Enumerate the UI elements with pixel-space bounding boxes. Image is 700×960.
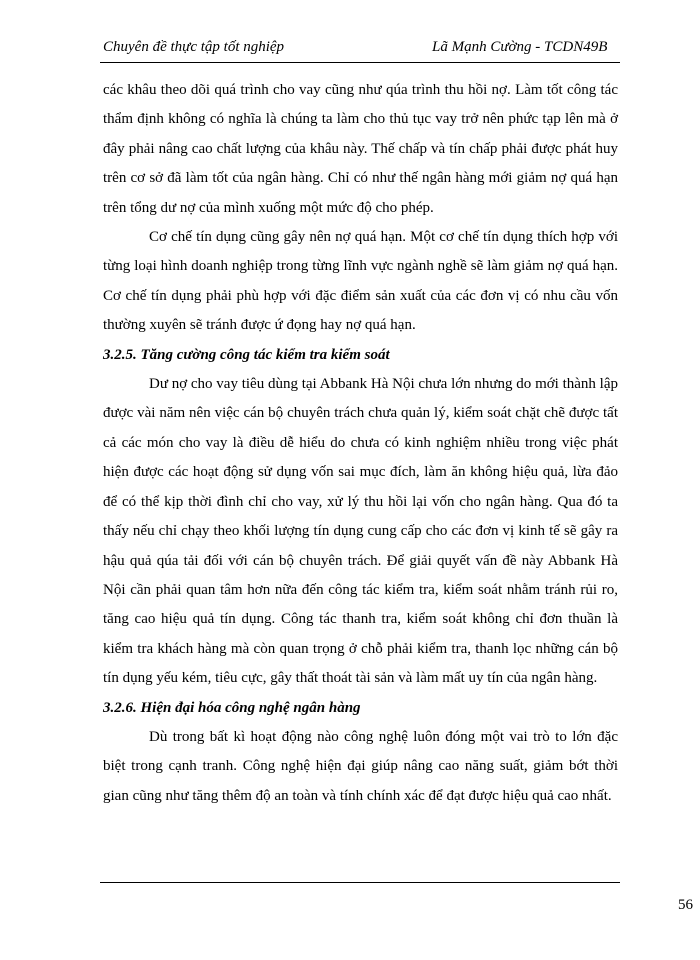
paragraph-3: Dư nợ cho vay tiêu dùng tại Abbank Hà Nội chưa lớn nhưng do mới thành lập được vài năm nên việc cán bộ chuyên trách chưa quản lý, kiểm soát chặt chẽ được tất cả các món cho vay là điều dễ hiểu do chưa có kinh nghiệm nhiều trong việc phát hiện được các hoạt động sử dụng vốn sai mục đích, làm ăn không hiệu quả, lừa đảo để có thể kịp thời đình chỉ cho vay, xử lý thu hồi lại vốn cho ngân hàng. Qua đó ta thấy nếu chỉ chạy theo khối lượng tín dụng cung cấp cho các đơn vị kinh tế sẽ gây ra hậu quả qúa tải đối với cán bộ chuyên trách. Để giải quyết vấn đề này Abbank Hà Nội cần phải quan tâm hơn nữa đến công tác kiểm tra, kiểm soát nhằm tránh rủi ro, tăng cao hiệu quả tín dụng. Công tác thanh tra, kiểm soát không chỉ đơn thuần là kiểm tra khách hàng mà còn quan trọng ở chỗ phải kiểm tra, thanh lọc những cán bộ tín dụng yếu kém, tiêu cực, gây thất thoát tài sản và làm mất uy tín của ngân hàng. xyxy=(103,376,618,687)
paragraph-1: các khâu theo dõi quá trình cho vay cũng như qúa trình thu hồi nợ. Làm tốt công tác thẩm định không có nghĩa là chúng ta làm cho thủ tục vay trở nên phức tạp lên mà ở đây phải nâng cao chất lượng của khâu này. Thế chấp và tín chấp phải được phát huy trên cơ sở đã làm tốt của ngân hàng. Chỉ có như thế ngân hàng mới giảm nợ quá hạn trên tổng dư nợ của mình xuống một mức độ cho phép. xyxy=(103,82,618,216)
paragraph-4: Dù trong bất kì hoạt động nào công nghệ luôn đóng một vai trò to lớn đặc biệt trong cạnh tranh. Công nghệ hiện đại giúp nâng cao năng suất, giảm bớt thời gian cũng như tăng thêm độ an toàn và tính chính xác để đạt được hiệu quả cao nhất. xyxy=(103,728,618,804)
section-heading-3-2-5: 3.2.5. Tăng cường công tác kiểm tra kiểm soát xyxy=(103,346,390,363)
footer-divider xyxy=(100,882,620,883)
paragraph-2: Cơ chế tín dụng cũng gây nên nợ quá hạn. Một cơ chế tín dụng thích hợp với từng loại hình doanh nghiệp trong từng lĩnh vực ngành nghề sẽ làm giảm nợ quá hạn. Cơ chế tín dụng phải phù hợp với đặc điểm sản xuất của các đơn vị có nhu cầu vốn thường xuyên sẽ tránh được ứ đọng hay nợ quá hạn. xyxy=(103,229,618,334)
header-author: Lã Mạnh Cường - TCDN49B xyxy=(432,39,608,55)
header-title: Chuyên đề thực tập tốt nghiệp xyxy=(103,39,285,55)
header-divider xyxy=(100,62,620,63)
section-heading-3-2-6: 3.2.6. Hiện đại hóa công nghệ ngân hàng xyxy=(103,699,361,716)
page-number: 56 xyxy=(678,897,693,913)
body-content xyxy=(103,76,618,811)
